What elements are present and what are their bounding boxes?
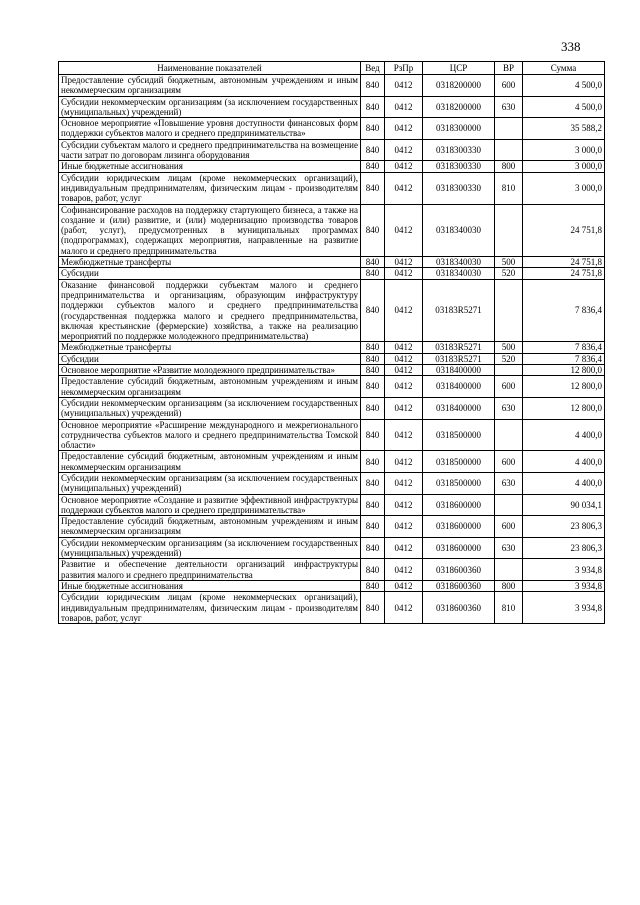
table-row [59, 96, 605, 118]
cell-name: Межбюджетные трансферты [59, 342, 361, 353]
cell-rzpr: 0412 [385, 494, 423, 516]
cell-ved: 840 [361, 376, 385, 398]
cell-sum: 24 751,8 [523, 268, 605, 279]
cell-name: Субсидии [59, 268, 361, 279]
cell-vr: 810 [495, 172, 523, 204]
cell-vr [495, 279, 523, 342]
cell-vr [495, 139, 523, 161]
table-row [59, 268, 605, 279]
cell-sum: 35 588,2 [523, 118, 605, 140]
table-row [59, 419, 605, 451]
cell-vr: 600 [495, 75, 523, 97]
cell-name: Развитие и обеспечение деятельности организаций инфраструктуры развития малого и среднего предпринимательства [59, 559, 361, 581]
table-row [59, 139, 605, 161]
cell-name: Субсидии юридическим лицам (кроме некоммерческих организаций), индивидуальным предпринимателям, физическим лицам - производителям товаров, работ, услуг [59, 172, 361, 204]
cell-name: Предоставление субсидий бюджетным, автономным учреждениям и иным некоммерческим организациям [59, 376, 361, 398]
table-row [59, 365, 605, 376]
cell-vr [495, 494, 523, 516]
cell-name: Субсидии некоммерческим организациям (за исключением государственных (муниципальных) учреждений) [59, 96, 361, 118]
cell-ved: 840 [361, 419, 385, 451]
cell-ved: 840 [361, 494, 385, 516]
cell-vr [495, 204, 523, 256]
cell-csr: 0318340030 [423, 204, 495, 256]
cell-csr: 0318200000 [423, 75, 495, 97]
cell-sum: 3 934,8 [523, 592, 605, 624]
cell-csr: 0318340030 [423, 257, 495, 268]
table-row [59, 559, 605, 581]
cell-sum: 7 836,4 [523, 353, 605, 364]
cell-rzpr: 0412 [385, 353, 423, 364]
header-name: Наименование показателей [59, 62, 361, 75]
cell-ved: 840 [361, 365, 385, 376]
cell-sum: 24 751,8 [523, 204, 605, 256]
cell-vr: 630 [495, 96, 523, 118]
cell-sum: 3 934,8 [523, 580, 605, 591]
cell-ved: 840 [361, 580, 385, 591]
cell-vr [495, 118, 523, 140]
cell-vr: 500 [495, 257, 523, 268]
cell-name: Субсидии [59, 353, 361, 364]
budget-table [58, 61, 605, 624]
cell-sum: 24 751,8 [523, 257, 605, 268]
cell-ved: 840 [361, 516, 385, 538]
cell-ved: 840 [361, 204, 385, 256]
cell-vr: 600 [495, 516, 523, 538]
cell-rzpr: 0412 [385, 451, 423, 473]
cell-rzpr: 0412 [385, 419, 423, 451]
cell-rzpr: 0412 [385, 580, 423, 591]
table-row [59, 172, 605, 204]
cell-ved: 840 [361, 559, 385, 581]
table-row [59, 75, 605, 97]
cell-ved: 840 [361, 161, 385, 172]
cell-sum: 23 806,3 [523, 537, 605, 559]
cell-name: Межбюджетные трансферты [59, 257, 361, 268]
table-row [59, 353, 605, 364]
cell-name: Субсидии юридическим лицам (кроме некоммерческих организаций), индивидуальным предпринимателям, физическим лицам - производителям товаров, работ, услуг [59, 592, 361, 624]
cell-name: Предоставление субсидий бюджетным, автономным учреждениям и иным некоммерческим организациям [59, 75, 361, 97]
cell-sum: 90 034,1 [523, 494, 605, 516]
cell-rzpr: 0412 [385, 397, 423, 419]
cell-name: Субсидии некоммерческим организациям (за исключением государственных (муниципальных) учреждений) [59, 397, 361, 419]
table-row [59, 580, 605, 591]
cell-name: Иные бюджетные ассигнования [59, 161, 361, 172]
cell-vr: 600 [495, 376, 523, 398]
table-row [59, 397, 605, 419]
cell-vr: 520 [495, 353, 523, 364]
cell-ved: 840 [361, 279, 385, 342]
table-row [59, 342, 605, 353]
table-row [59, 516, 605, 538]
cell-name: Основное мероприятие «Создание и развитие эффективной инфраструктуры поддержки субъектов малого и среднего предпринимательства» [59, 494, 361, 516]
cell-rzpr: 0412 [385, 279, 423, 342]
cell-name: Предоставление субсидий бюджетным, автономным учреждениям и иным некоммерческим организациям [59, 451, 361, 473]
cell-vr: 520 [495, 268, 523, 279]
cell-rzpr: 0412 [385, 118, 423, 140]
table-row [59, 537, 605, 559]
cell-csr: 0318340030 [423, 268, 495, 279]
cell-ved: 840 [361, 118, 385, 140]
cell-ved: 840 [361, 75, 385, 97]
cell-rzpr: 0412 [385, 139, 423, 161]
cell-csr: 0318600360 [423, 559, 495, 581]
cell-csr: 0318600360 [423, 592, 495, 624]
header-vr: ВР [495, 62, 523, 75]
cell-rzpr: 0412 [385, 204, 423, 256]
cell-rzpr: 0412 [385, 172, 423, 204]
cell-rzpr: 0412 [385, 559, 423, 581]
header-ved: Вед [361, 62, 385, 75]
cell-csr: 0318500000 [423, 419, 495, 451]
cell-rzpr: 0412 [385, 365, 423, 376]
cell-name: Субсидии некоммерческим организациям (за исключением государственных (муниципальных) учреждений) [59, 472, 361, 494]
table-row [59, 279, 605, 342]
cell-rzpr: 0412 [385, 96, 423, 118]
cell-csr: 0318300330 [423, 161, 495, 172]
cell-sum: 4 500,0 [523, 75, 605, 97]
cell-vr: 800 [495, 580, 523, 591]
cell-vr: 630 [495, 472, 523, 494]
cell-rzpr: 0412 [385, 268, 423, 279]
cell-sum: 4 400,0 [523, 451, 605, 473]
cell-rzpr: 0412 [385, 342, 423, 353]
cell-ved: 840 [361, 397, 385, 419]
cell-ved: 840 [361, 451, 385, 473]
cell-name: Основное мероприятие «Повышение уровня доступности финансовых форм поддержки субъектов малого и среднего предпринимательства» [59, 118, 361, 140]
cell-sum: 7 836,4 [523, 279, 605, 342]
cell-sum: 12 800,0 [523, 397, 605, 419]
table-row [59, 161, 605, 172]
table-row [59, 451, 605, 473]
table-body [59, 75, 605, 624]
cell-vr: 630 [495, 397, 523, 419]
cell-csr: 0318600000 [423, 537, 495, 559]
header-sum: Сумма [523, 62, 605, 75]
cell-name: Основное мероприятие «Расширение международного и межрегионального сотрудничества субъектов малого и среднего предпринимательства Томской области» [59, 419, 361, 451]
cell-csr: 0318400000 [423, 397, 495, 419]
table-row [59, 494, 605, 516]
cell-name: Софинансирование расходов на поддержку стартующего бизнеса, а также на создание и (или) развитие, и (или) модернизацию производства товаров (работ, услуг), предусмотренных в муниципальных программах (подпрограммах), содержащих мероприятия, направленные на развитие малого и среднего предпринимательства [59, 204, 361, 256]
cell-vr: 630 [495, 537, 523, 559]
cell-csr: 03183R5271 [423, 342, 495, 353]
cell-ved: 840 [361, 172, 385, 204]
cell-ved: 840 [361, 342, 385, 353]
cell-ved: 840 [361, 472, 385, 494]
cell-rzpr: 0412 [385, 257, 423, 268]
cell-ved: 840 [361, 537, 385, 559]
cell-name: Оказание финансовой поддержки субъектам малого и среднего предпринимательства и организациям, образующим инфраструктуру поддержки субъектов малого и среднего предпринимательства (государственная поддержка малого и среднего предпринимательства, включая крестьянские (фермерские) хозяйства, а также на реализацию мероприятий по поддержке молодежного предпринимательства) [59, 279, 361, 342]
cell-vr: 600 [495, 451, 523, 473]
cell-sum: 3 934,8 [523, 559, 605, 581]
cell-ved: 840 [361, 139, 385, 161]
cell-sum: 12 800,0 [523, 365, 605, 376]
cell-vr [495, 559, 523, 581]
cell-csr: 0318300000 [423, 118, 495, 140]
cell-csr: 0318400000 [423, 376, 495, 398]
cell-vr [495, 365, 523, 376]
cell-vr [495, 419, 523, 451]
cell-rzpr: 0412 [385, 516, 423, 538]
cell-rzpr: 0412 [385, 472, 423, 494]
cell-csr: 03183R5271 [423, 279, 495, 342]
cell-vr: 500 [495, 342, 523, 353]
table-row [59, 592, 605, 624]
table-row [59, 376, 605, 398]
cell-name: Субсидии некоммерческим организациям (за исключением государственных (муниципальных) учреждений) [59, 537, 361, 559]
cell-name: Иные бюджетные ассигнования [59, 580, 361, 591]
cell-name: Субсидии субъектам малого и среднего предпринимательства на возмещение части затрат по договорам лизинга оборудования [59, 139, 361, 161]
cell-name: Предоставление субсидий бюджетным, автономным учреждениям и иным некоммерческим организациям [59, 516, 361, 538]
table-row [59, 204, 605, 256]
cell-ved: 840 [361, 268, 385, 279]
cell-csr: 0318400000 [423, 365, 495, 376]
cell-csr: 0318300330 [423, 172, 495, 204]
cell-csr: 0318500000 [423, 451, 495, 473]
cell-csr: 0318600000 [423, 516, 495, 538]
cell-vr: 800 [495, 161, 523, 172]
cell-ved: 840 [361, 257, 385, 268]
cell-sum: 3 000,0 [523, 172, 605, 204]
cell-rzpr: 0412 [385, 376, 423, 398]
cell-sum: 4 500,0 [523, 96, 605, 118]
cell-csr: 0318300330 [423, 139, 495, 161]
cell-rzpr: 0412 [385, 75, 423, 97]
cell-rzpr: 0412 [385, 537, 423, 559]
cell-ved: 840 [361, 96, 385, 118]
cell-rzpr: 0412 [385, 161, 423, 172]
page-number: 338 [561, 39, 581, 54]
table-header-row [59, 62, 605, 75]
cell-vr: 810 [495, 592, 523, 624]
table-row [59, 118, 605, 140]
cell-csr: 0318500000 [423, 472, 495, 494]
cell-sum: 4 400,0 [523, 472, 605, 494]
cell-ved: 840 [361, 592, 385, 624]
header-rzpr: РзПр [385, 62, 423, 75]
cell-sum: 7 836,4 [523, 342, 605, 353]
cell-csr: 0318600360 [423, 580, 495, 591]
cell-sum: 3 000,0 [523, 139, 605, 161]
cell-csr: 0318600000 [423, 494, 495, 516]
cell-sum: 12 800,0 [523, 376, 605, 398]
cell-sum: 4 400,0 [523, 419, 605, 451]
cell-csr: 03183R5271 [423, 353, 495, 364]
cell-ved: 840 [361, 353, 385, 364]
cell-csr: 0318200000 [423, 96, 495, 118]
cell-sum: 3 000,0 [523, 161, 605, 172]
cell-name: Основное мероприятие «Развитие молодежного предпринимательства» [59, 365, 361, 376]
header-csr: ЦСР [423, 62, 495, 75]
table-row [59, 257, 605, 268]
cell-rzpr: 0412 [385, 592, 423, 624]
table-row [59, 472, 605, 494]
cell-sum: 23 806,3 [523, 516, 605, 538]
